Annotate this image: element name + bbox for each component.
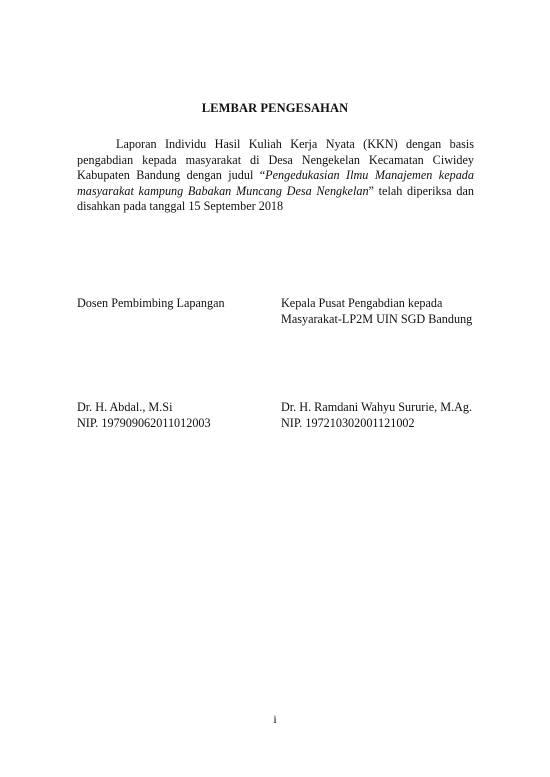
left-signatory-role: Dosen Pembimbing Lapangan	[77, 296, 225, 310]
right-signatory-role-line2: Masyarakat-LP2M UIN SGD Bandung	[281, 311, 473, 326]
page-title: LEMBAR PENGESAHAN	[201, 101, 349, 115]
left-signatory-identity	[77, 400, 211, 431]
approval-paragraph	[77, 137, 474, 215]
right-signatory-name: Dr. H. Ramdani Wahyu Sururie, M.Ag.	[281, 400, 473, 414]
left-signatory-name: Dr. H. Abdal., M.Si	[77, 400, 173, 414]
right-signatory-nip: NIP. 197210302001121002	[281, 415, 415, 430]
page-number: i	[273, 712, 277, 726]
right-signatory-role-line1: Kepala Pusat Pengabdian kepada	[281, 296, 443, 310]
paragraph-text-part1: Laporan Individu Hasil Kuliah Kerja Nyata (KKN) dengan basis pengabdian kepada masyarakat di Desa Nengekelan Kecamatan Ciwidey Kabupaten Bandung dengan judul “	[77, 137, 474, 183]
left-signatory-nip: NIP. 197909062011012003	[77, 415, 211, 430]
report-title-italic: Pengedukasian Ilmu Manajemen kepada masyarakat kampung Babakan Muncang Desa Nengkelan	[77, 168, 474, 198]
right-signatory-identity	[281, 400, 472, 431]
right-signatory-role-block	[281, 296, 472, 327]
paragraph-text-part2: ” telah diperiksa dan disahkan pada tanggal 15 September 2018	[77, 183, 474, 214]
left-signatory-role-block	[77, 296, 225, 312]
